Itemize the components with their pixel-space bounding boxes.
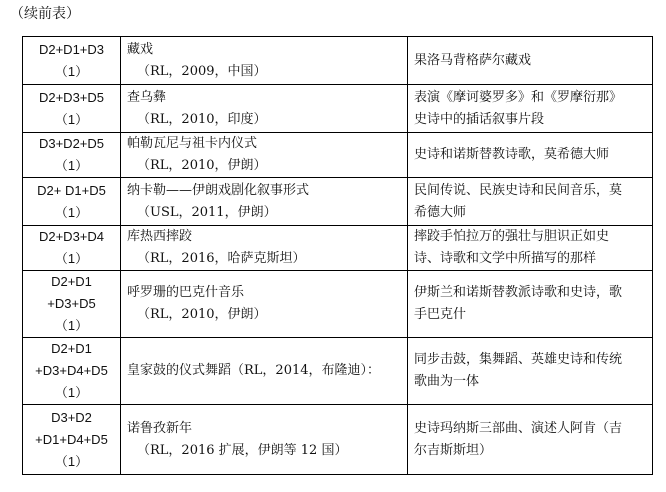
description-cell	[408, 178, 653, 226]
description-cell	[408, 85, 653, 133]
table-row	[23, 271, 653, 338]
description-cell-line: 史诗和诺斯替教诗歌，莫希德大师	[414, 147, 610, 162]
domain-code-cell-line: +D3+D4+D5	[35, 363, 108, 378]
element-name-cell-line: （RL，2009，中国）	[137, 63, 267, 79]
element-name-cell	[121, 37, 408, 85]
element-name-cell	[121, 133, 408, 178]
domain-code-cell-line: （1）	[54, 385, 89, 400]
table-continuation-caption: （续前表）	[10, 6, 80, 22]
heritage-table	[22, 36, 653, 475]
element-name-cell	[121, 271, 408, 338]
domain-code-cell-line: （1）	[54, 158, 89, 173]
element-name-cell-line: 帕勒瓦尼与祖卡内仪式	[127, 136, 258, 151]
description-cell	[408, 37, 653, 85]
element-name-cell	[121, 338, 408, 405]
element-name-cell-line: 查乌彝	[127, 89, 167, 105]
domain-code-cell-line: D2+D3+D4	[38, 229, 105, 244]
table-row	[23, 226, 653, 271]
domain-code-cell	[23, 271, 121, 338]
description-cell-line: 史诗中的插话叙事片段	[414, 111, 545, 127]
domain-code-cell-line: （1）	[54, 318, 89, 333]
table-row	[23, 133, 653, 178]
domain-code-cell	[23, 85, 121, 133]
description-cell	[408, 226, 653, 271]
domain-code-cell-line: D3+D2	[51, 409, 92, 425]
domain-code-cell-line: D2+D1	[51, 274, 92, 289]
domain-code-cell-line: +D3+D5	[47, 296, 96, 311]
description-cell-line: 诗、诗歌和文学中所描写的那样	[414, 251, 597, 266]
description-cell	[408, 133, 653, 178]
domain-code-cell	[23, 226, 121, 271]
element-name-cell	[121, 226, 408, 271]
element-name-cell	[121, 178, 408, 226]
element-name-cell-line: 皇家鼓的仪式舞蹈（RL，2014，布隆迪）：	[127, 363, 381, 378]
table-row	[23, 178, 653, 226]
element-name-cell-line: （RL，2010，伊朗）	[137, 307, 267, 322]
element-name-cell-line: （RL，2010，印度）	[137, 111, 267, 127]
description-cell-line: 摔跤手怕拉万的强壮与胆识正如史	[414, 229, 610, 244]
description-cell-line: 尔吉斯斯坦）	[414, 442, 493, 458]
table-row	[23, 405, 653, 475]
domain-code-cell-line: D2+D1	[51, 341, 92, 356]
table-row	[23, 85, 653, 133]
description-cell	[408, 271, 653, 338]
description-cell-line: 民间传说、民族史诗和民间音乐，莫	[414, 182, 623, 198]
table-row	[23, 338, 653, 405]
domain-code-cell-line: D2+ D1+D5	[37, 182, 106, 198]
element-name-cell-line: （RL，2016 扩展，伊朗等 12 国）	[137, 442, 348, 458]
element-name-cell-line: （RL，2016，哈萨克斯坦）	[137, 251, 306, 266]
domain-code-cell	[23, 338, 121, 405]
element-name-cell-line: 库热西摔跤	[127, 229, 193, 244]
domain-code-cell-line: （1）	[54, 204, 89, 220]
description-cell-line: 表演《摩诃婆罗多》和《罗摩衍那》	[414, 89, 623, 105]
description-cell-line: 手巴克什	[414, 307, 467, 322]
description-cell	[408, 405, 653, 475]
description-cell-line: 史诗玛纳斯三部曲、演述人阿肯（吉	[414, 420, 623, 436]
domain-code-cell-line: （1）	[54, 453, 89, 469]
description-cell-line: 果洛马背格萨尔藏戏	[414, 52, 532, 68]
description-cell	[408, 338, 653, 405]
domain-code-cell	[23, 405, 121, 475]
element-name-cell-line: 藏戏	[127, 41, 154, 57]
element-name-cell-line: 纳卡勒——伊朗戏剧化叙事形式	[127, 182, 310, 198]
table-body	[23, 37, 653, 475]
element-name-cell-line: （RL，2010，伊朗）	[137, 158, 267, 173]
domain-code-cell-line: D2+D3+D5	[38, 89, 105, 105]
element-name-cell	[121, 85, 408, 133]
description-cell-line: 希德大师	[414, 204, 467, 220]
domain-code-cell	[23, 133, 121, 178]
domain-code-cell-line: D3+D2+D5	[38, 136, 105, 151]
domain-code-cell-line: （1）	[54, 111, 89, 127]
element-name-cell	[121, 405, 408, 475]
element-name-cell-line: 诺鲁孜新年	[127, 420, 193, 436]
domain-code-cell	[23, 178, 121, 226]
element-name-cell-line: 呼罗珊的巴克什音乐	[127, 285, 245, 300]
element-name-cell-line: （USL，2011，伊朗）	[137, 204, 277, 220]
description-cell-line: 歌曲为一体	[414, 374, 480, 389]
domain-code-cell-line: +D1+D4+D5	[35, 431, 108, 447]
domain-code-cell-line: （1）	[54, 63, 89, 79]
table-row	[23, 37, 653, 85]
domain-code-cell-line: （1）	[54, 251, 89, 266]
description-cell-line: 伊斯兰和诺斯替教派诗歌和史诗，歌	[414, 285, 623, 300]
description-cell-line: 同步击鼓，集舞蹈、英雄史诗和传统	[414, 352, 623, 367]
domain-code-cell	[23, 37, 121, 85]
domain-code-cell-line: D2+D1+D3	[38, 41, 105, 57]
